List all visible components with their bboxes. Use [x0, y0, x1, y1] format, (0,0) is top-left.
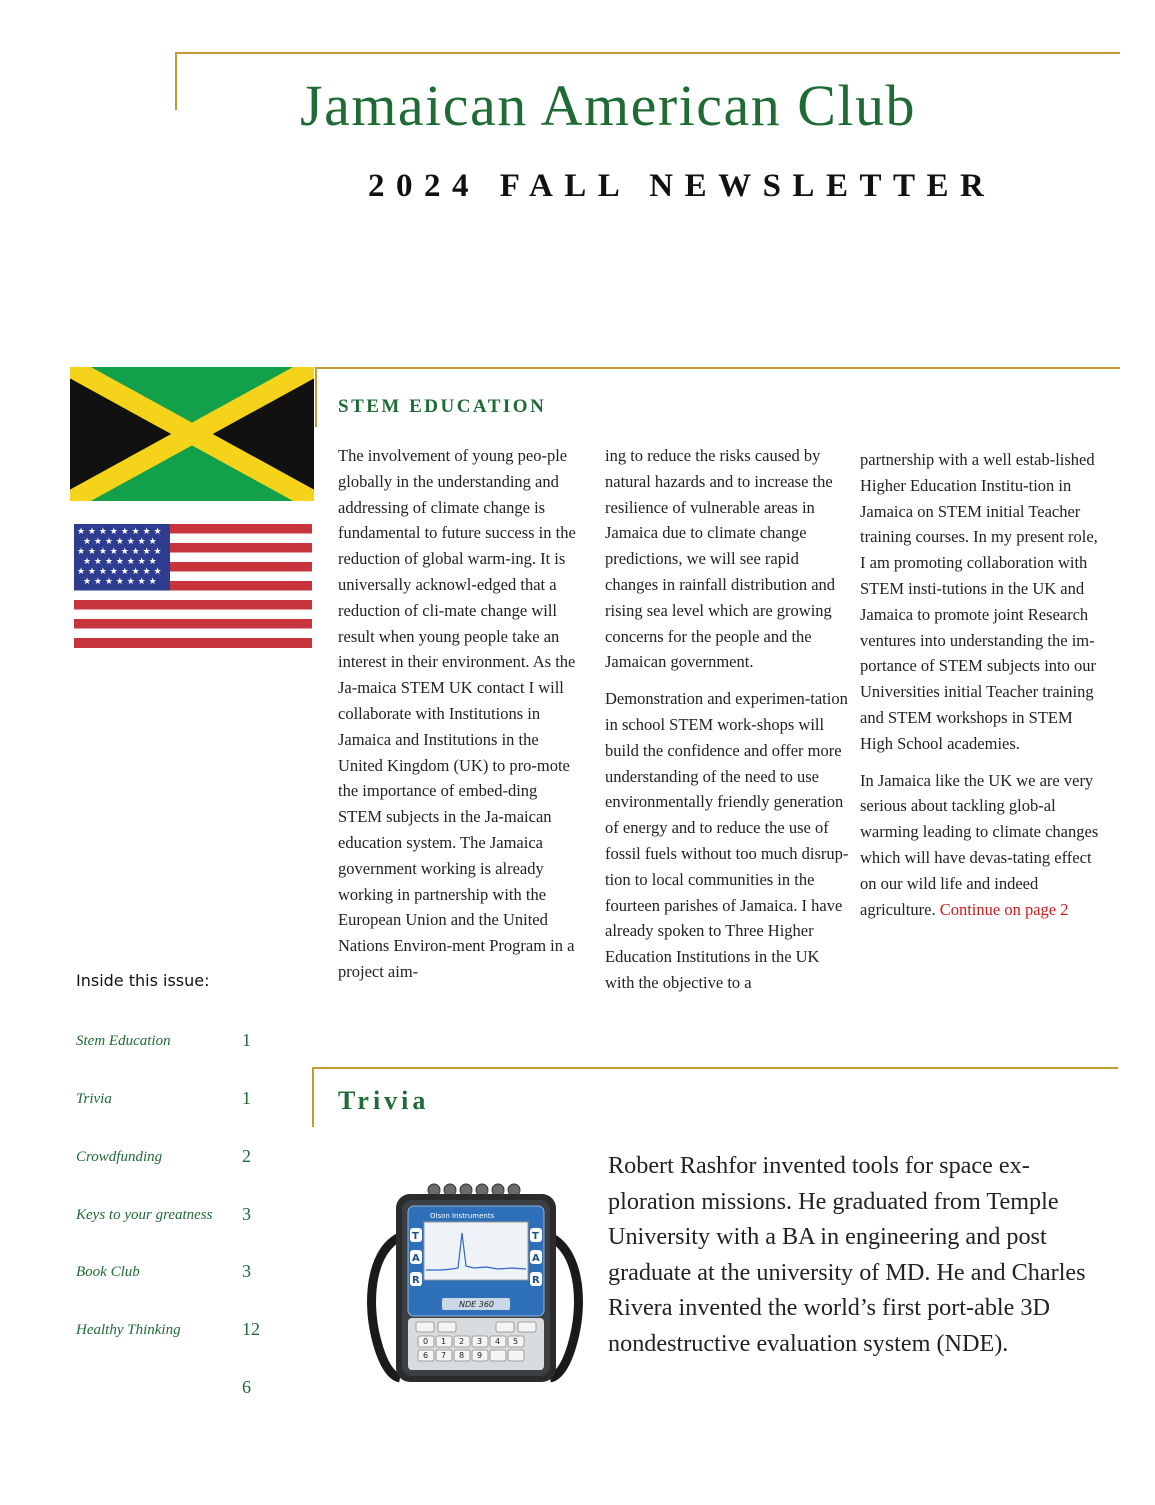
toc-title: Inside this issue:: [76, 971, 210, 990]
toc-item-label: Book Club: [76, 1264, 140, 1280]
stem-left-rule: [315, 367, 317, 427]
device-keypad-key: 6: [423, 1351, 429, 1360]
toc-item-page: 12: [242, 1319, 260, 1339]
toc-item[interactable]: [76, 1030, 276, 1057]
stem-col3-para2-text: In Jamaica like the UK we are very serious about tackling glob-al warming leading to climate changes which will have devas-tating effect on our wild life and indeed agriculture.: [860, 770, 1099, 919]
toc-item-label: Keys to your greatness: [76, 1207, 213, 1223]
toc-item-page: 3: [242, 1204, 251, 1224]
device-keypad-key: 4: [495, 1337, 501, 1346]
device-right-key: R: [532, 1275, 540, 1286]
stem-top-rule: [315, 367, 1120, 369]
nde-device-photo-icon: [362, 1178, 588, 1386]
stem-col2-para1: ing to reduce the risks caused by natural hazards and to increase the resilience of vulnerable areas in Jamaica due to climate change predictions, we will see rapid changes in rainfall distribution and rising sea level which are growing concerns for the people and the Jamaican government.: [605, 446, 836, 672]
stem-col3-para1: partnership with a well estab-lished Higher Education Institu-tion in Jamaica on STEM initial Teacher training courses. In my present role, I am promoting collaboration with STEM insti-tutions in the UK and Jamaica to promote joint Research ventures into understanding the im-portance of STEM subjects into our Universities initial Teacher training and STEM workshops in STEM High School academies.: [860, 450, 1098, 753]
masthead-left-rule: [175, 52, 177, 110]
device-keypad-key: 9: [477, 1351, 483, 1360]
device-keypad-key: 3: [477, 1337, 483, 1346]
stem-column-3: [860, 447, 1106, 933]
svg-text:★ ★ ★ ★ ★ ★ ★ ★: ★ ★ ★ ★ ★ ★ ★ ★: [77, 547, 162, 557]
toc-item[interactable]: [76, 1204, 276, 1231]
trivia-left-rule: [312, 1067, 314, 1127]
device-right-key: A: [532, 1253, 540, 1264]
device-keypad-key: 5: [513, 1337, 519, 1346]
device-left-key: T: [412, 1231, 419, 1242]
toc-item[interactable]: [76, 1261, 276, 1288]
toc-item-label: Stem Education: [76, 1033, 171, 1049]
svg-text:★ ★ ★ ★ ★ ★ ★: ★ ★ ★ ★ ★ ★ ★: [83, 557, 157, 567]
toc-item[interactable]: [76, 1319, 276, 1346]
newsletter-subtitle: 2024 FALL NEWSLETTER: [368, 168, 996, 204]
toc-item-label: Crowdfunding: [76, 1149, 163, 1165]
toc-item: [76, 1377, 276, 1404]
device-keypad-key: 7: [441, 1351, 447, 1360]
stem-col3-para2: [860, 768, 1106, 923]
svg-text:★ ★ ★ ★ ★ ★ ★ ★: ★ ★ ★ ★ ★ ★ ★ ★: [77, 567, 162, 577]
stem-col2-para2: Demonstration and experimen-tation in school STEM work-shops will build the confidence and offer more understanding of the need to use environmentally friendly generation of energy and to reduce the use of fossil fuels without too much disrup-tion to local communities in the fourteen parishes of Jamaica. I have already spoken to Three Higher Education Institutions in the UK with the objective to a: [605, 689, 849, 992]
trivia-text: Robert Rashfor invented tools for space ex-ploration missions. He graduated from Temple University with a BA in engineering and post graduate at the university of MD. He and Charles Rivera invented the world’s first port-able 3D nondestructive evaluation system (NDE).: [608, 1152, 1086, 1357]
stem-col1-text: The involvement of young peo-ple globally in the understanding and addressing of climate change is fundamental to future success in the reduction of global warm-ing. It is universally acknowl-edged that a reduction of cli-mate change will result when young people take an interest in their environment. As the Ja-maica STEM UK contact I will collaborate with Institutions in Jamaica and Institutions in the United Kingdom (UK) to pro-mote the importance of embed-ding STEM subjects in the Ja-maican education system. The Jamaica government working is already working in partnership with the European Union and the United Nations Environ-ment Program in a project aim-: [338, 446, 576, 981]
svg-text:★ ★ ★ ★ ★ ★ ★: ★ ★ ★ ★ ★ ★ ★: [83, 537, 157, 547]
toc-item[interactable]: [76, 1088, 276, 1115]
stem-heading: STEM EDUCATION: [338, 396, 547, 417]
toc-item[interactable]: [76, 1146, 276, 1173]
device-model: NDE 360: [459, 1300, 495, 1309]
toc-item-page: 2: [242, 1146, 251, 1166]
device-left-key: R: [412, 1275, 420, 1286]
continue-on-page-2-link[interactable]: Continue on page 2: [939, 899, 1069, 919]
trivia-heading: Trivia: [338, 1086, 430, 1115]
svg-text:★ ★ ★ ★ ★ ★ ★ ★: ★ ★ ★ ★ ★ ★ ★ ★: [77, 527, 162, 537]
device-keypad-key: 0: [423, 1337, 429, 1346]
device-left-key: A: [412, 1253, 420, 1264]
toc-item-page: 6: [242, 1377, 251, 1397]
trivia-top-rule: [312, 1067, 1118, 1069]
toc-item-label: Trivia: [76, 1091, 112, 1107]
stem-column-2: [605, 443, 849, 1007]
device-brand: Olson Instruments: [430, 1212, 495, 1220]
stem-column-1: [338, 443, 583, 996]
svg-text:★ ★ ★ ★ ★ ★ ★: ★ ★ ★ ★ ★ ★ ★: [83, 577, 157, 587]
device-keypad-key: 1: [441, 1337, 447, 1346]
device-keypad-key: 8: [459, 1351, 465, 1360]
device-keypad-key: 2: [459, 1337, 465, 1346]
toc-item-page: 3: [242, 1261, 251, 1281]
device-right-key: T: [532, 1231, 539, 1242]
toc-item-page: 1: [242, 1088, 251, 1108]
usa-flag-icon: [74, 524, 312, 648]
jamaica-flag-icon: [70, 367, 314, 501]
toc-item-page: 1: [242, 1030, 251, 1050]
toc-item-label: Healthy Thinking: [76, 1322, 181, 1338]
masthead-top-rule: [175, 52, 1120, 54]
newsletter-title: Jamaican American Club: [300, 73, 917, 138]
